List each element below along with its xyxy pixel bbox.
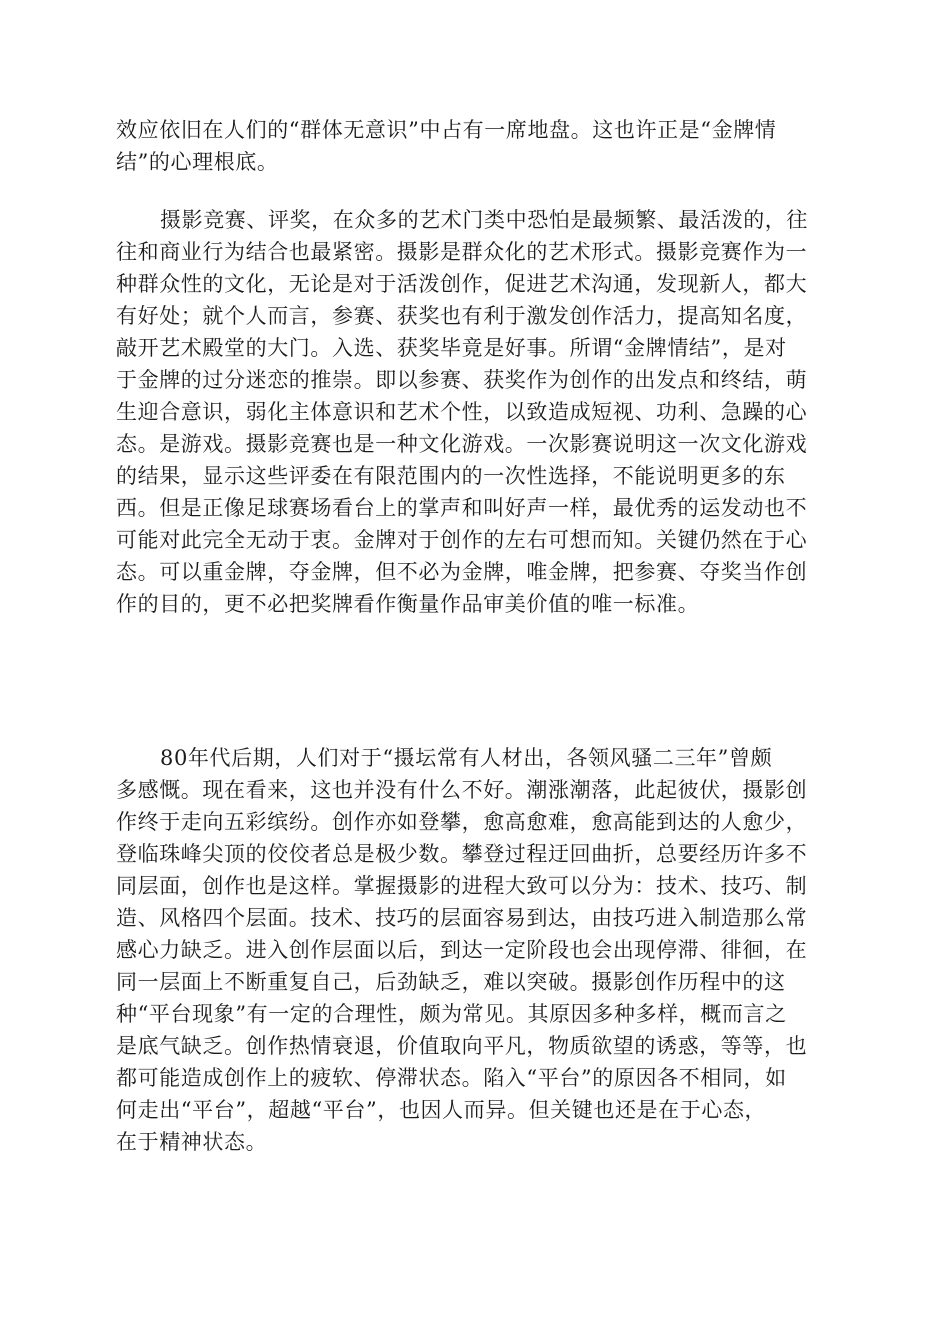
text-line: 是底气缺乏。创作热情衰退，价值取向平凡，物质欲望的诱惑，等等，也 [116,1034,808,1058]
text-line: 可能对此完全无动于衷。金牌对于创作的左右可想而知。关键仍然在于心 [116,528,808,552]
text-line: 态。是游戏。摄影竞赛也是一种文化游戏。一次影赛说明这一次文化游戏 [116,432,808,456]
text-line: 往和商业行为结合也最紧密。摄影是群众化的艺术形式。摄影竞赛作为一 [116,240,808,264]
text-line: 西。但是正像足球赛场看台上的掌声和叫好声一样，最优秀的运发动也不 [116,496,808,520]
text-line: 于金牌的过分迷恋的推崇。即以参赛、获奖作为创作的出发点和终结，萌 [116,368,808,392]
text-line: 作终于走向五彩缤纷。创作亦如登攀，愈高愈难，愈高能到达的人愈少， [116,810,808,834]
text-line: 都可能造成创作上的疲软、停滞状态。陷入“平台”的原因各不相同，如 [116,1066,787,1090]
text-line: 同层面，创作也是这样。掌握摄影的进程大致可以分为：技术、技巧、制 [116,874,808,898]
text-line: 效应依旧在人们的“群体无意识”中占有一席地盘。这也许正是“金牌情 [116,118,777,142]
text-line: 80年代后期，人们对于“摄坛常有人材出，各领风骚二三年”曾颇 [160,746,773,770]
text-line: 敲开艺术殿堂的大门。入选、获奖毕竟是好事。所谓“金牌情结”，是对 [116,336,787,360]
paragraph-platform-phenomenon [116,742,832,1158]
text-line: 种群众性的文化，无论是对于活泼创作，促进艺术沟通，发现新人，都大 [116,272,808,296]
text-line: 同一层面上不断重复自己，后劲缺乏，难以突破。摄影创作历程中的这 [116,970,786,994]
text-line: 生迎合意识，弱化主体意识和艺术个性，以致造成短视、功利、急躁的心 [116,400,808,424]
text-line: 何走出“平台”，超越“平台”，也因人而异。但关键也还是在于心态， [116,1098,767,1122]
text-line: 种“平台现象”有一定的合理性，颇为常见。其原因多种多样，概而言之 [116,1002,787,1026]
text-line: 作的目的，更不必把奖牌看作衡量作品审美价值的唯一标准。 [116,592,700,616]
text-line: 多感慨。现在看来，这也并没有什么不好。潮涨潮落，此起彼伏，摄影创 [116,778,808,802]
text-line: 摄影竞赛、评奖，在众多的艺术门类中恐怕是最频繁、最活泼的，往 [160,208,808,232]
text-line: 的结果，显示这些评委在有限范围内的一次性选择，不能说明更多的东 [116,464,786,488]
text-line: 有好处；就个人而言，参赛、获奖也有利于激发创作活力，提高知名度， [116,304,808,328]
text-line: 造、风格四个层面。技术、技巧的层面容易到达，由技巧进入制造那么常 [116,906,808,930]
text-line: 在于精神状态。 [116,1130,268,1154]
text-line: 态。可以重金牌，夺金牌，但不必为金牌，唯金牌，把参赛、夺奖当作创 [116,560,808,584]
paragraph-photo-contests [116,204,832,620]
text-line: 结”的心理根底。 [116,150,279,174]
text-line: 感心力缺乏。进入创作层面以后，到达一定阶段也会出现停滞、徘徊，在 [116,938,808,962]
text-line: 登临珠峰尖顶的佼佼者总是极少数。攀登过程迂回曲折，总要经历许多不 [116,842,808,866]
paragraph-continuation [116,114,832,178]
